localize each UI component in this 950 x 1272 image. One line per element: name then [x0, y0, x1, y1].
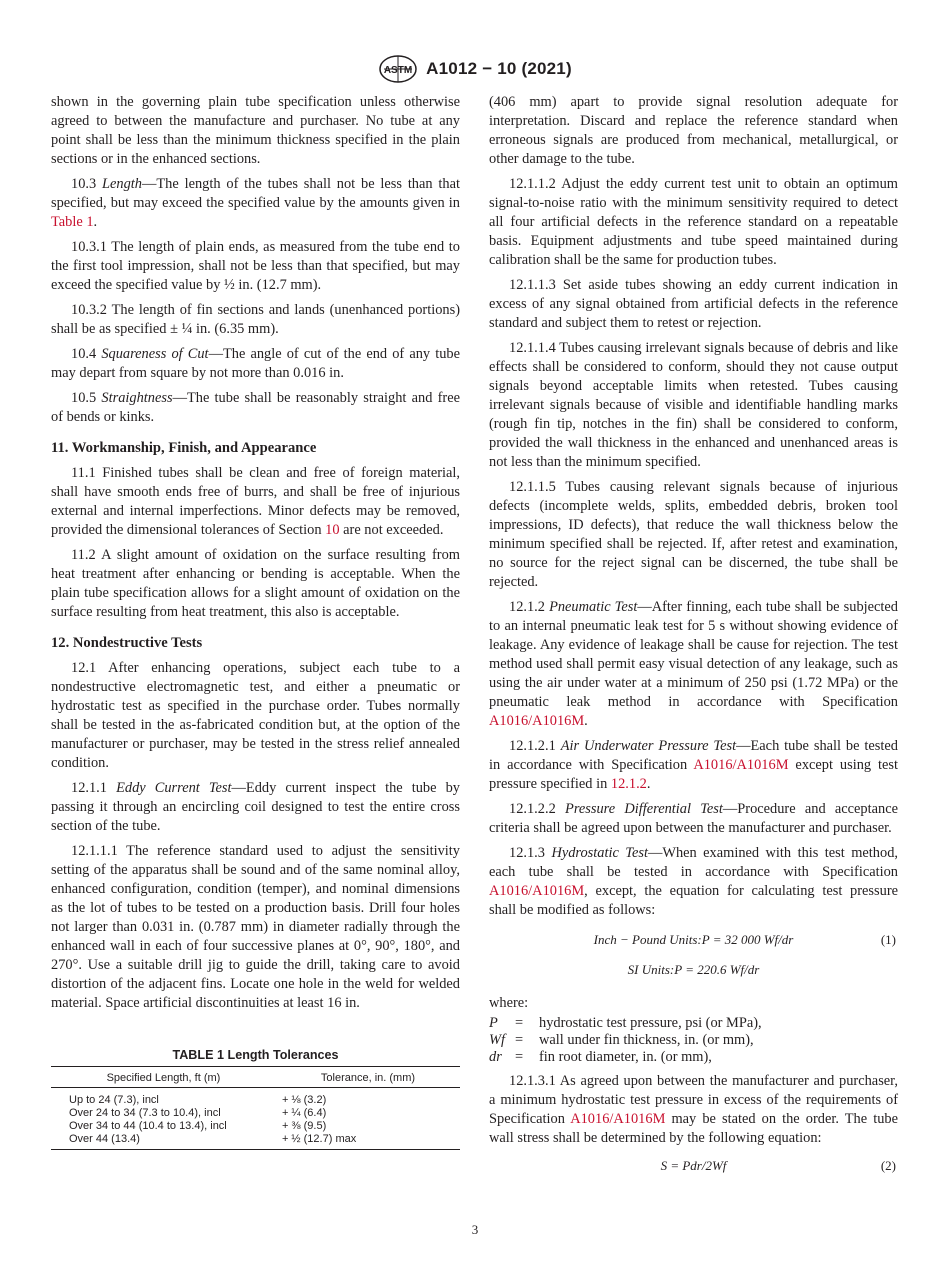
table-cell: + ½ (12.7) max [276, 1133, 460, 1150]
paragraph-12-1-2: 12.1.2 Pneumatic Test—After finning, each tube shall be subjected to an internal pneumatic leak test for 5 s without showing evidence of leakage. Any evidence of leakage shall be cause for rejection. The test method used shall permit easy visual detection of any leakage, such as using the air under water at a minimum of 250 psi (1.72 MPa) or the pneumatic leak method in accordance with Specification A1016/A1016M. [489, 599, 898, 729]
paragraph-10-5: 10.5 Straightness—The tube shall be reasonably straight and free of bends or kinks. [51, 390, 460, 425]
paragraph-12-1-1: 12.1.1 Eddy Current Test—Eddy current inspect the tube by passing it through an encircling coil designed to test the entire cross section of the tube. [51, 780, 460, 834]
table-row [51, 1107, 460, 1120]
table-row [51, 1133, 460, 1150]
paragraph-11-1: 11.1 Finished tubes shall be clean and free of foreign material, shall have smooth ends free of burrs, and shall be free of injurious external and internal imperfections. Minor defects may be removed, provided the dimensional tolerances of Section 10 are not exceeded. [51, 465, 460, 538]
paragraph-continuation: (406 mm) apart to provide signal resolution adequate for interpretation. Discard and replace the reference standard when erroneous signals are produced from mechanical, metallurgical, or other damage to the tube. [489, 94, 898, 167]
paragraph-11-2: 11.2 A slight amount of oxidation on the surface resulting from heat treatment after enhancing or bending is acceptable. When the plain tube specification allows for a slight amount of oxidation on the surface resulting from heat treatment, this also is acceptable. [51, 547, 460, 620]
right-column [489, 93, 898, 1178]
length-tolerance-table [51, 1066, 460, 1150]
equation-number: (1) [880, 932, 896, 947]
section-11-heading: 11. Workmanship, Finish, and Appearance [51, 440, 317, 456]
table-cell: Up to 24 (7.3), incl [69, 1094, 159, 1106]
paragraph-continuation: shown in the governing plain tube specification unless otherwise agreed to between the manufacture and purchaser. No tube at any point shall be less than the minimum thickness specified in the plain sections or in the enhanced sections. [51, 94, 460, 167]
table-1-title: TABLE 1 Length Tolerances [172, 1048, 339, 1062]
table-row [51, 1088, 460, 1108]
list-item: dr = fin root diameter, in. (or mm), [489, 1049, 712, 1065]
list-item: P = hydrostatic test pressure, psi (or MPa), [489, 1015, 762, 1031]
left-column [51, 93, 460, 1019]
equation-1-si [489, 960, 898, 982]
spec-link[interactable]: A1016/A1016M [489, 713, 585, 729]
page-header [0, 54, 950, 84]
section-12-1-2-link[interactable]: 12.1.2 [610, 776, 647, 792]
table-cell: + ⅛ (3.2) [281, 1094, 327, 1106]
table-cell: + ⅜ (9.5) [281, 1120, 327, 1132]
paragraph-12-1: 12.1 After enhancing operations, subject each tube to a nondestructive electromagnetic test, and either a pneumatic or hydrostatic test as specified in the purchase order. Tubes normally shall be tested in the as-fabricated condition but, at the option of the manufacturer or purchaser, may be tested in the stress relief annealed condition. [51, 660, 460, 771]
list-item: Wf = wall under fin thickness, in. (or mm), [489, 1032, 754, 1048]
paragraph-12-1-2-2: 12.1.2.2 Pressure Differential Test—Procedure and acceptance criteria shall be agreed upon between the manufacturer and purchaser. [489, 801, 898, 836]
paragraph-12-1-1-5: 12.1.1.5 Tubes causing relevant signals because of injurious defects (incomplete welds, splits, embedded debris, broken tool impressions, ID defects), that reduce the wall thickness below the minimum specified shall be rejected. If, after retest and examination, no source for the reject signal can be discerned, the tube shall be rejected. [489, 479, 898, 590]
paragraph-12-1-2-1: 12.1.2.1 Air Underwater Pressure Test—Each tube shall be tested in accordance with Specification A1016/A1016M except using test pressure specified in 12.1.2. [489, 738, 899, 792]
paragraph-10-3: 10.3 Length—The length of the tubes shall not be less than that specified, but may exceed the specified value by the amounts given in Table 1. [51, 176, 460, 230]
page-number: 3 [471, 1222, 479, 1237]
equation-2 [489, 1156, 898, 1178]
document-title: A1012 − 10 (2021) [426, 59, 572, 78]
variable-definitions [489, 1015, 898, 1066]
section-10-link[interactable]: 10 [325, 522, 340, 538]
spec-link[interactable]: A1016/A1016M [693, 757, 789, 773]
paragraph-10-3-2: 10.3.2 The length of fin sections and lands (unenhanced portions) shall be as specified ± ¼ in. (6.35 mm). [51, 302, 460, 337]
spec-link[interactable]: A1016/A1016M [570, 1111, 666, 1127]
paragraph-10-4: 10.4 Squareness of Cut—The angle of cut of the end of any tube may depart from square by not more than 0.016 in. [51, 346, 460, 381]
table-row [51, 1120, 460, 1133]
paragraph-12-1-3: 12.1.3 Hydrostatic Test—When examined with this test method, each tube shall be tested in accordance with Specification A1016/A1016M, except, the equation for calculating test pressure shall be modified as follows: [489, 845, 898, 918]
table-1-link[interactable]: Table 1 [51, 214, 94, 230]
paragraph-12-1-1-1: 12.1.1.1 The reference standard used to adjust the sensitivity setting of the apparatus shall be sound and of the same nominal alloy, enhanced configuration, condition (temper), and nominal dimensions as the lot of tubes to be tested on a production basis. Drill four holes not larger than 0.031 in. (0.787 mm) in diameter radially through the enhanced wall in each of four successive planes at 0°, 90°, 180°, and 270°. Use a suitable drill jig to guide the drill, taking care to avoid distortion of the adjacent fins. Locate one hole in the weld for welded material. Space artificial discontinuities at least 16 in. [51, 843, 460, 1011]
table-cell: + ¼ (6.4) [281, 1107, 327, 1119]
equation-expression: Inch − Pound Units:P = 32 000 Wf/dr [593, 932, 794, 947]
spec-link[interactable]: A1016/A1016M [489, 883, 585, 899]
section-12-heading: 12. Nondestructive Tests [51, 635, 203, 651]
equation-expression: SI Units:P = 220.6 Wf/dr [627, 962, 760, 977]
paragraph-12-1-1-4: 12.1.1.4 Tubes causing irrelevant signals because of debris and like effects shall be considered to conform, should they not cause output signals beyond acceptable limits when retested. Tubes causing irrelevant signals because of visible and identifiable handling marks (rough fin tip, notches in the fin) shall be considered to conform, provided the wall thickness in the enhanced and unenhanced areas is not less than the minimum specified. [489, 340, 898, 470]
column-header: Specified Length, ft (m) [51, 1067, 276, 1088]
table-cell: Over 44 (13.4) [51, 1133, 276, 1150]
svg-text:ASTM: ASTM [384, 65, 413, 76]
paragraph-12-1-1-3: 12.1.1.3 Set aside tubes showing an eddy current indication in excess of any signal obtained from artificial defects in the reference standard and subject them to retest or rejection. [489, 277, 898, 331]
table-1 [51, 1048, 460, 1150]
paragraph-12-1-1-2: 12.1.1.2 Adjust the eddy current test unit to obtain an optimum signal-to-noise ratio with the minimum sensitivity required to detect all four artificial defects in the reference standard on a repeatable basis. Equipment adjustments and tube speed maintained during calibration shall be the same for production tubes. [489, 176, 898, 268]
table-cell: Over 24 to 34 (7.3 to 10.4), incl [69, 1107, 221, 1119]
astm-logo-icon [378, 54, 418, 84]
equation-1 [489, 930, 898, 952]
where-label: where: [489, 995, 529, 1011]
paragraph-10-3-1: 10.3.1 The length of plain ends, as measured from the tube end to the first tool impression, shall not be less than that specified, but may exceed the specified value by ½ in. (12.7 mm). [51, 239, 460, 293]
table-cell: Over 34 to 44 (10.4 to 13.4), incl [69, 1120, 227, 1132]
equation-number: (2) [880, 1158, 896, 1173]
paragraph-12-1-3-1: 12.1.3.1 As agreed upon between the manufacturer and purchaser, a minimum hydrostatic test pressure in excess of the requirements of Specification A1016/A1016M may be stated on the order. The tube wall stress shall be determined by the following equation: [489, 1073, 898, 1146]
column-header: Tolerance, in. (mm) [276, 1067, 460, 1088]
equation-expression: S = Pdr/2Wf [660, 1158, 727, 1173]
table-header-row [51, 1067, 460, 1088]
